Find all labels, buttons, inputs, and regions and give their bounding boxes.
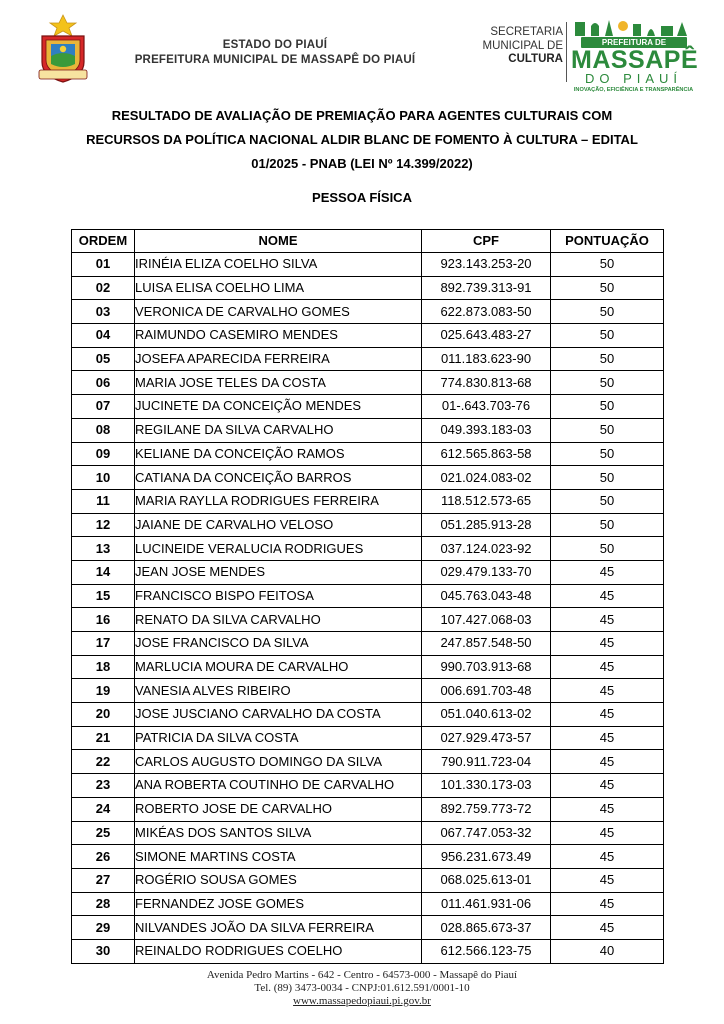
header-cpf: CPF <box>422 230 551 253</box>
row-nome: JAIANE DE CARVALHO VELOSO <box>135 513 422 537</box>
row-cpf: 028.865.673-37 <box>422 916 551 940</box>
row-cpf: 045.763.043-48 <box>422 584 551 608</box>
header-ordem: ORDEM <box>72 230 135 253</box>
table-row <box>72 703 664 727</box>
table-row <box>72 892 664 916</box>
prefecture-name: PREFEITURA MUNICIPAL DE MASSAPÊ DO PIAUÍ <box>134 54 416 66</box>
row-pontuacao: 50 <box>551 418 664 442</box>
row-cpf: 622.873.083-50 <box>422 300 551 324</box>
row-ordem: 19 <box>72 679 135 703</box>
row-ordem: 05 <box>72 347 135 371</box>
row-pontuacao: 50 <box>551 347 664 371</box>
row-ordem: 14 <box>72 560 135 584</box>
row-pontuacao: 50 <box>551 395 664 419</box>
row-pontuacao: 50 <box>551 324 664 348</box>
row-cpf: 006.691.703-48 <box>422 679 551 703</box>
results-table <box>71 229 664 964</box>
row-pontuacao: 45 <box>551 655 664 679</box>
header-divider <box>566 22 567 82</box>
row-cpf: 247.857.548-50 <box>422 632 551 656</box>
row-pontuacao: 45 <box>551 632 664 656</box>
row-ordem: 11 <box>72 489 135 513</box>
row-ordem: 29 <box>72 916 135 940</box>
row-nome: VERONICA DE CARVALHO GOMES <box>135 300 422 324</box>
table-row <box>72 253 664 277</box>
row-cpf: 790.911.723-04 <box>422 750 551 774</box>
row-ordem: 23 <box>72 774 135 798</box>
footer-contact: Tel. (89) 3473-0034 - CNPJ:01.612.591/0001-10 <box>254 982 470 994</box>
row-nome: ROGÉRIO SOUSA GOMES <box>135 868 422 892</box>
row-nome: FERNANDEZ JOSE GOMES <box>135 892 422 916</box>
row-nome: JOSE JUSCIANO CARVALHO DA COSTA <box>135 703 422 727</box>
state-name: ESTADO DO PIAUÍ <box>222 39 328 51</box>
prefeitura-logo <box>571 16 701 96</box>
row-ordem: 15 <box>72 584 135 608</box>
row-cpf: 011.183.623-90 <box>422 347 551 371</box>
table-row <box>72 821 664 845</box>
row-ordem: 20 <box>72 703 135 727</box>
row-cpf: 923.143.253-20 <box>422 253 551 277</box>
table-row <box>72 797 664 821</box>
logo-sub: DO PIAUÍ <box>584 71 683 86</box>
header-issuer <box>110 38 440 68</box>
table-row <box>72 774 664 798</box>
row-ordem: 22 <box>72 750 135 774</box>
row-nome: CATIANA DA CONCEIÇÃO BARROS <box>135 466 422 490</box>
row-nome: CARLOS AUGUSTO DOMINGO DA SILVA <box>135 750 422 774</box>
secretaria-line-2: MUNICIPAL DE <box>482 39 563 52</box>
row-nome: RAIMUNDO CASEMIRO MENDES <box>135 324 422 348</box>
document-title <box>70 104 654 176</box>
row-nome: MARLUCIA MOURA DE CARVALHO <box>135 655 422 679</box>
municipal-crest-icon <box>36 14 90 86</box>
row-nome: IRINÉIA ELIZA COELHO SILVA <box>135 253 422 277</box>
logo-slogan: INOVAÇÃO, EFICIÊNCIA E TRANSPARÊNCIA <box>573 87 694 93</box>
row-cpf: 774.830.813-68 <box>422 371 551 395</box>
row-nome: JOSEFA APARECIDA FERREIRA <box>135 347 422 371</box>
footer-website-link[interactable]: www.massapedopiaui.pi.gov.br <box>293 995 431 1007</box>
row-pontuacao: 45 <box>551 821 664 845</box>
title-line-1: RESULTADO DE AVALIAÇÃO DE PREMIAÇÃO PARA AGENTES CULTURAIS COM <box>111 108 613 123</box>
row-pontuacao: 45 <box>551 726 664 750</box>
row-cpf: 01-.643.703-76 <box>422 395 551 419</box>
page-footer <box>100 969 624 1008</box>
row-pontuacao: 45 <box>551 892 664 916</box>
table-row <box>72 726 664 750</box>
table-row <box>72 442 664 466</box>
table-row <box>72 300 664 324</box>
row-nome: MARIA RAYLLA RODRIGUES FERREIRA <box>135 489 422 513</box>
secretaria-logo <box>455 26 563 67</box>
secretaria-line-3: CULTURA <box>508 53 563 65</box>
row-cpf: 101.330.173-03 <box>422 774 551 798</box>
logo-tag: PREFEITURA DE <box>581 37 687 48</box>
row-cpf: 029.479.133-70 <box>422 560 551 584</box>
row-ordem: 25 <box>72 821 135 845</box>
logo-name: MASSAPÊ <box>571 46 699 74</box>
row-nome: PATRICIA DA SILVA COSTA <box>135 726 422 750</box>
table-row <box>72 679 664 703</box>
row-nome: NILVANDES JOÃO DA SILVA FERREIRA <box>135 916 422 940</box>
row-pontuacao: 45 <box>551 679 664 703</box>
row-pontuacao: 50 <box>551 466 664 490</box>
logo-skyline-icon <box>571 16 693 38</box>
row-nome: REGILANE DA SILVA CARVALHO <box>135 418 422 442</box>
row-nome: VANESIA ALVES RIBEIRO <box>135 679 422 703</box>
row-pontuacao: 50 <box>551 513 664 537</box>
row-cpf: 067.747.053-32 <box>422 821 551 845</box>
secretaria-line-1: SECRETARIA <box>490 26 563 38</box>
row-nome: MARIA JOSE TELES DA COSTA <box>135 371 422 395</box>
row-cpf: 027.929.473-57 <box>422 726 551 750</box>
row-cpf: 892.759.773-72 <box>422 797 551 821</box>
row-ordem: 06 <box>72 371 135 395</box>
row-pontuacao: 45 <box>551 584 664 608</box>
title-line-3: 01/2025 - PNAB (LEI Nº 14.399/2022) <box>251 156 473 171</box>
row-nome: RENATO DA SILVA CARVALHO <box>135 608 422 632</box>
row-pontuacao: 50 <box>551 537 664 561</box>
row-ordem: 04 <box>72 324 135 348</box>
row-ordem: 09 <box>72 442 135 466</box>
row-ordem: 07 <box>72 395 135 419</box>
row-pontuacao: 45 <box>551 703 664 727</box>
row-nome: MIKÉAS DOS SANTOS SILVA <box>135 821 422 845</box>
table-row <box>72 395 664 419</box>
row-nome: REINALDO RODRIGUES COELHO <box>135 939 422 963</box>
table-header-row <box>72 230 664 253</box>
row-pontuacao: 45 <box>551 916 664 940</box>
row-ordem: 08 <box>72 418 135 442</box>
row-ordem: 12 <box>72 513 135 537</box>
row-nome: FRANCISCO BISPO FEITOSA <box>135 584 422 608</box>
table-row <box>72 939 664 963</box>
row-pontuacao: 45 <box>551 845 664 869</box>
table-row <box>72 845 664 869</box>
row-cpf: 107.427.068-03 <box>422 608 551 632</box>
table-row <box>72 418 664 442</box>
row-nome: LUISA ELISA COELHO LIMA <box>135 276 422 300</box>
row-pontuacao: 50 <box>551 253 664 277</box>
row-ordem: 02 <box>72 276 135 300</box>
row-pontuacao: 50 <box>551 489 664 513</box>
row-cpf: 612.565.863-58 <box>422 442 551 466</box>
row-pontuacao: 50 <box>551 371 664 395</box>
row-cpf: 892.739.313-91 <box>422 276 551 300</box>
table-row <box>72 513 664 537</box>
table-row <box>72 868 664 892</box>
table-row <box>72 655 664 679</box>
row-ordem: 27 <box>72 868 135 892</box>
table-row <box>72 466 664 490</box>
row-nome: JUCINETE DA CONCEIÇÃO MENDES <box>135 395 422 419</box>
row-nome: JEAN JOSE MENDES <box>135 560 422 584</box>
row-ordem: 17 <box>72 632 135 656</box>
row-cpf: 011.461.931-06 <box>422 892 551 916</box>
footer-address: Avenida Pedro Martins - 642 - Centro - 64573-000 - Massapê do Piauí <box>206 969 518 981</box>
row-cpf: 051.285.913-28 <box>422 513 551 537</box>
row-ordem: 24 <box>72 797 135 821</box>
row-pontuacao: 45 <box>551 774 664 798</box>
row-cpf: 068.025.613-01 <box>422 868 551 892</box>
table-row <box>72 608 664 632</box>
row-ordem: 21 <box>72 726 135 750</box>
table-row <box>72 371 664 395</box>
table-row <box>72 489 664 513</box>
row-pontuacao: 45 <box>551 750 664 774</box>
row-pontuacao: 40 <box>551 939 664 963</box>
row-nome: JOSE FRANCISCO DA SILVA <box>135 632 422 656</box>
row-nome: ROBERTO JOSE DE CARVALHO <box>135 797 422 821</box>
row-cpf: 990.703.913-68 <box>422 655 551 679</box>
row-pontuacao: 50 <box>551 276 664 300</box>
row-pontuacao: 45 <box>551 868 664 892</box>
row-ordem: 16 <box>72 608 135 632</box>
row-cpf: 118.512.573-65 <box>422 489 551 513</box>
row-ordem: 10 <box>72 466 135 490</box>
row-nome: SIMONE MARTINS COSTA <box>135 845 422 869</box>
row-cpf: 025.643.483-27 <box>422 324 551 348</box>
table-row <box>72 560 664 584</box>
row-nome: KELIANE DA CONCEIÇÃO RAMOS <box>135 442 422 466</box>
table-row <box>72 916 664 940</box>
table-row <box>72 632 664 656</box>
table-row <box>72 347 664 371</box>
row-ordem: 18 <box>72 655 135 679</box>
table-row <box>72 537 664 561</box>
row-ordem: 03 <box>72 300 135 324</box>
row-nome: LUCINEIDE VERALUCIA RODRIGUES <box>135 537 422 561</box>
header-pontuacao: PONTUAÇÃO <box>551 230 664 253</box>
row-cpf: 037.124.023-92 <box>422 537 551 561</box>
row-pontuacao: 50 <box>551 442 664 466</box>
section-subtitle: PESSOA FÍSICA <box>312 190 412 205</box>
title-line-2: RECURSOS DA POLÍTICA NACIONAL ALDIR BLANC DE FOMENTO À CULTURA – EDITAL <box>86 132 638 147</box>
row-pontuacao: 45 <box>551 797 664 821</box>
header-nome: NOME <box>135 230 422 253</box>
row-cpf: 021.024.083-02 <box>422 466 551 490</box>
table-row <box>72 584 664 608</box>
table-body <box>72 253 664 964</box>
row-ordem: 26 <box>72 845 135 869</box>
row-ordem: 28 <box>72 892 135 916</box>
row-cpf: 956.231.673.49 <box>422 845 551 869</box>
row-cpf: 051.040.613-02 <box>422 703 551 727</box>
row-pontuacao: 45 <box>551 560 664 584</box>
row-pontuacao: 50 <box>551 300 664 324</box>
row-cpf: 049.393.183-03 <box>422 418 551 442</box>
row-pontuacao: 45 <box>551 608 664 632</box>
row-cpf: 612.566.123-75 <box>422 939 551 963</box>
row-ordem: 13 <box>72 537 135 561</box>
row-ordem: 01 <box>72 253 135 277</box>
table-row <box>72 324 664 348</box>
row-nome: ANA ROBERTA COUTINHO DE CARVALHO <box>135 774 422 798</box>
table-row <box>72 750 664 774</box>
table-row <box>72 276 664 300</box>
row-ordem: 30 <box>72 939 135 963</box>
